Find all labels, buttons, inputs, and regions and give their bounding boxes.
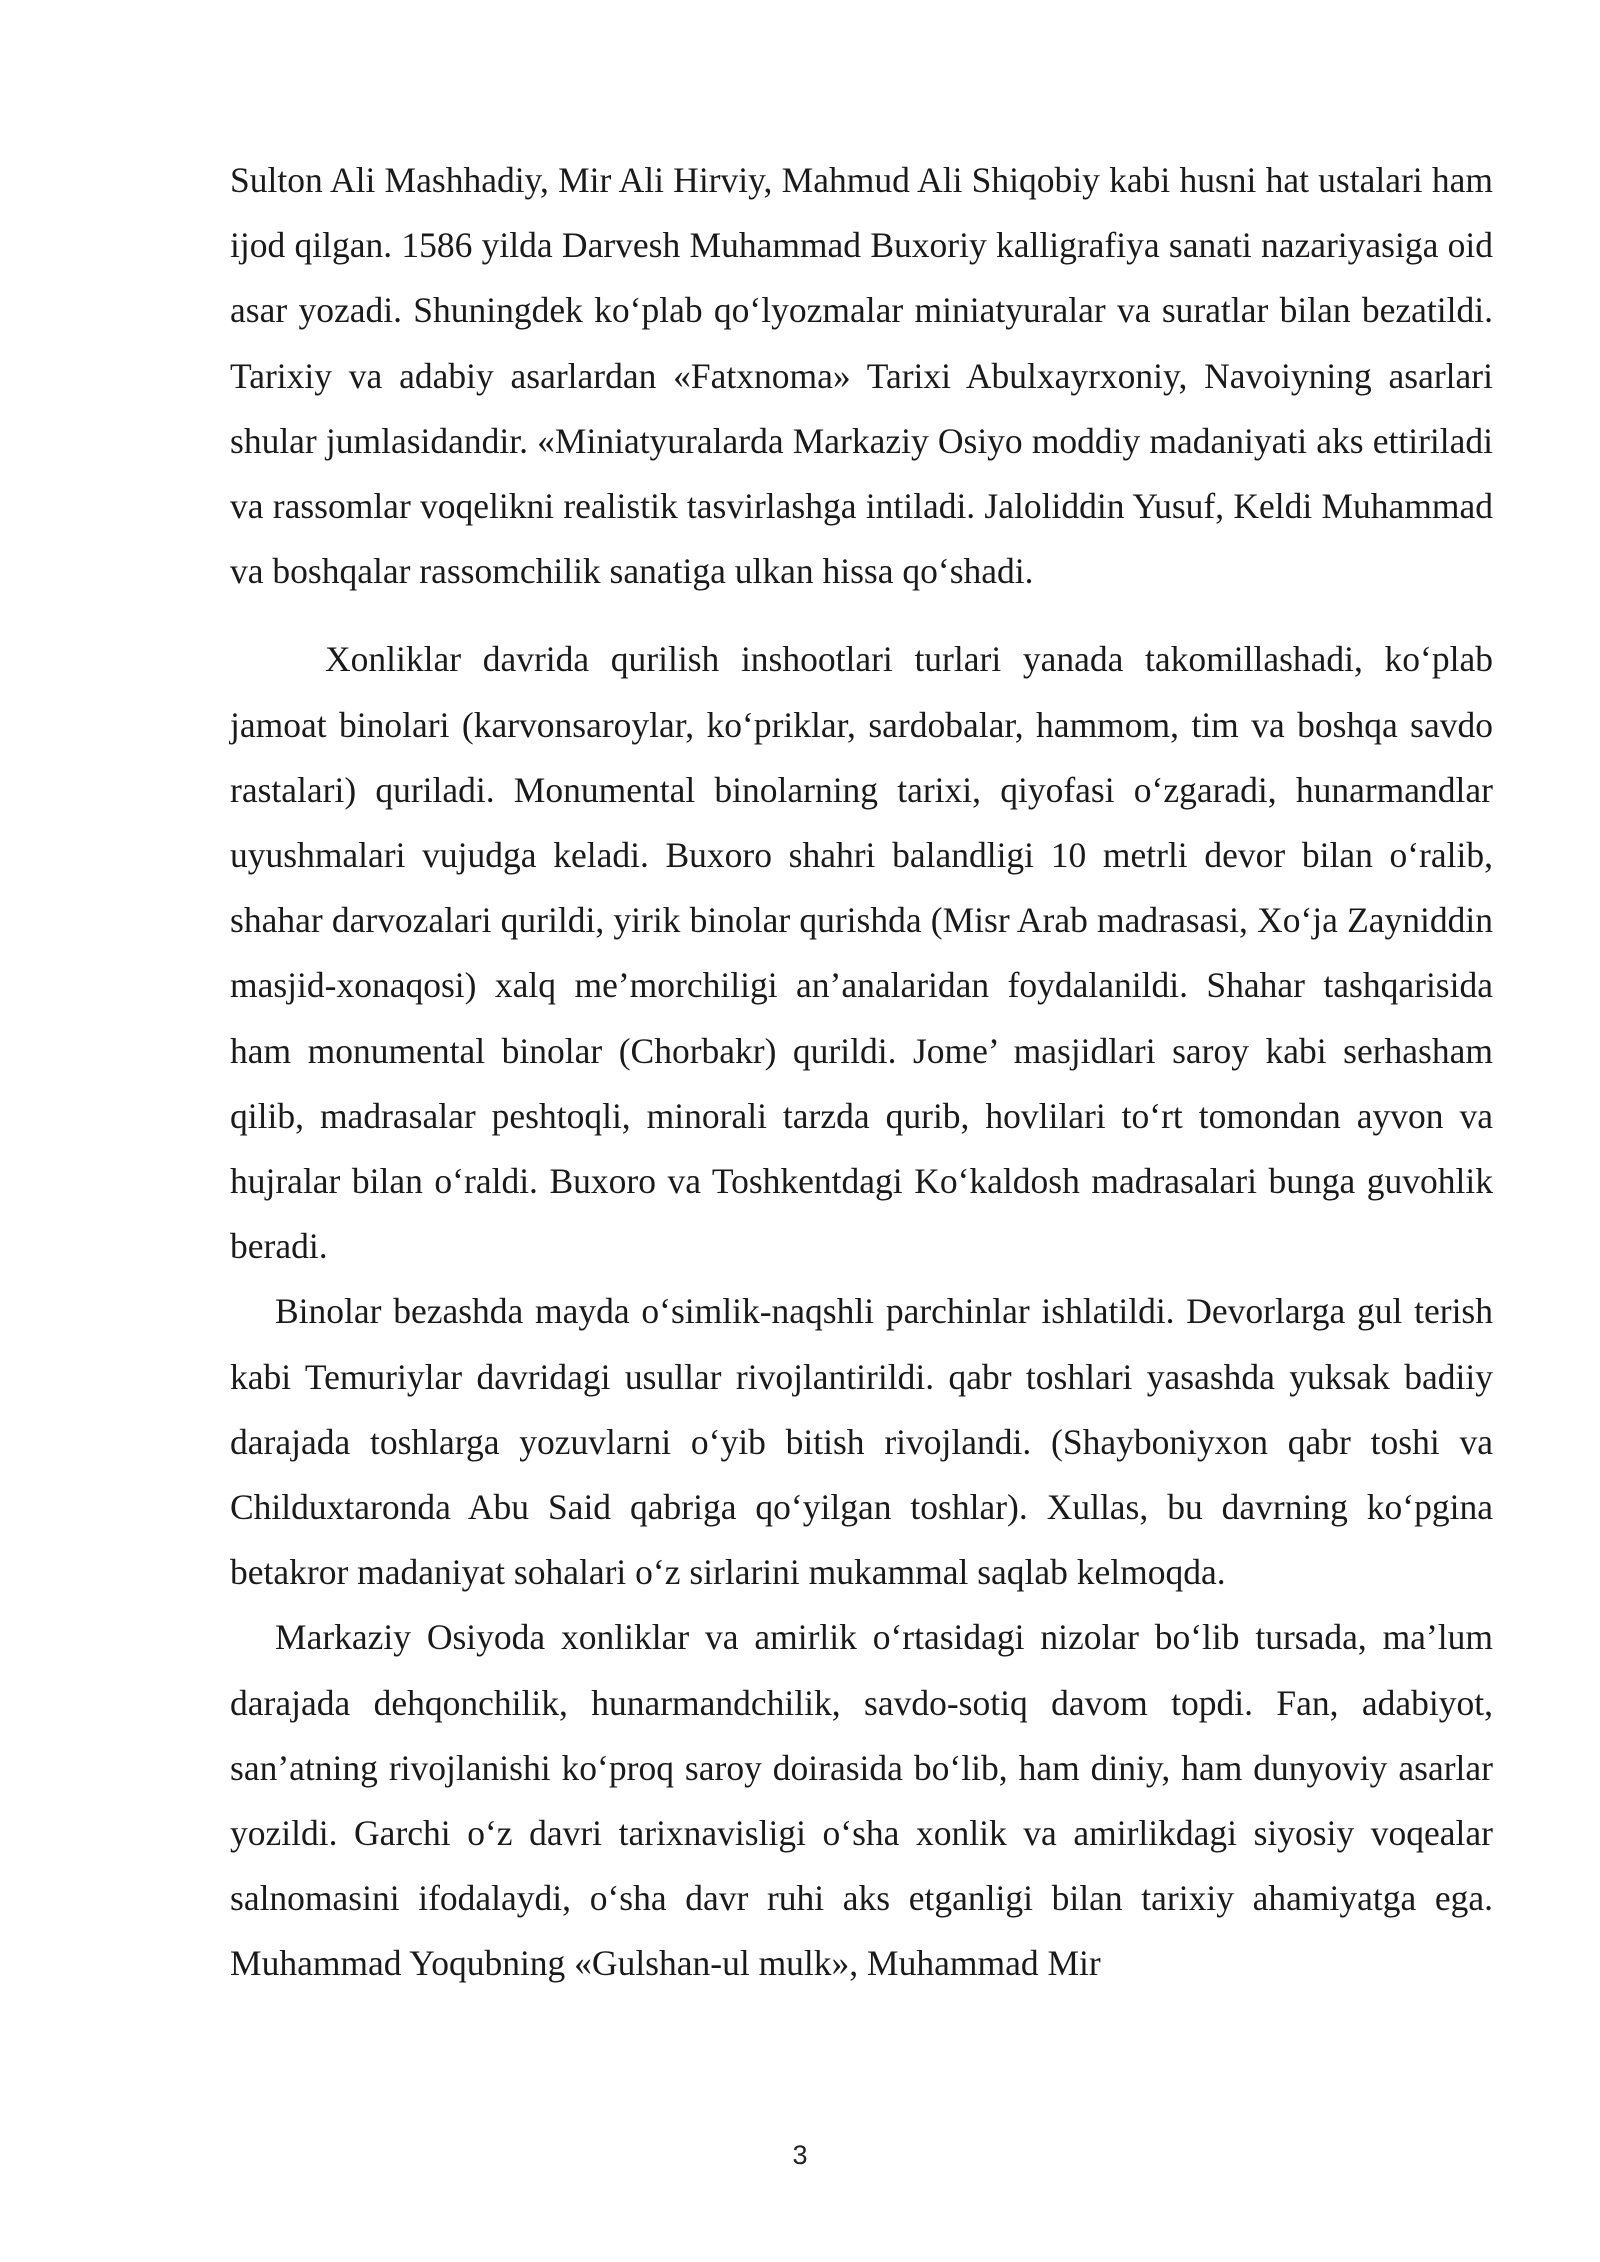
paragraph-historiography: Markaziy Osiyoda xonliklar va amirlik oʻrtasidagi nizolar boʻlib tursada, ma’lum darajada dehqonchilik, hunarmandchilik, savdo-sotiq davom topdi. Fan, adabiyot, san’atning rivojlanishi koʻproq saroy doirasida boʻlib, ham diniy, ham dunyoviy asarlar yozildi. Garchi oʻz davri tarixnavisligi oʻsha xonlik va amirlikdagi siyosiy voqealar salnomasini ifodalaydi, oʻsha davr ruhi aks etganligi bilan tarixiy ahamiyatga ega. Muhammad Yoqubning «Gulshan-ul mulk», Muhammad Mir <box>230 1617 1493 1984</box>
page-number: 3 <box>792 2140 808 2170</box>
paragraph-calligraphy-miniatures: Sulton Ali Mashhadiy, Mir Ali Hirviy, Mahmud Ali Shiqobiy kabi husni hat ustalari ham ijod qilgan. 1586 yilda Darvesh Muhammad Buxoriy kalligrafiya sanati nazariyasiga oid asar yozadi. Shuningdek koʻplab qoʻlyozmalar miniatyuralar va suratlar bilan bezatildi. Tarixiy va adabiy asarlardan «Fatxnoma» Tarixi Abulxayrxoniy, Navoiyning asarlari shular jumlasidandir. «Miniatyuralarda Markaziy Osiyo moddiy madaniyati aks ettiriladi va rassomlar voqelikni realistik tasvirlashga intiladi. Jaloliddin Yusuf, Keldi Muhammad va boshqalar rassomchilik sanatiga ulkan hissa qoʻshadi. <box>230 160 1493 592</box>
body-text <box>230 148 1493 1997</box>
paragraph-decoration-techniques: Binolar bezashda mayda oʻsimlik-naqshli parchinlar ishlatildi. Devorlarga gul terish kabi Temuriylar davridagi usullar rivojlantirildi. qabr toshlari yasashda yuksak badiiy darajada toshlarga yozuvlarni oʻyib bitish rivojlandi. (Shayboniyxon qabr toshi va Childuxtaronda Abu Said qabriga qoʻyilgan toshlar). Xullas, bu davrning koʻpgina betakror madaniyat sohalari oʻz sirlarini mukammal saqlab kelmoqda. <box>230 1291 1493 1593</box>
paragraph-khanate-architecture: Xonliklar davrida qurilish inshootlari turlari yanada takomillashadi, koʻplab jamoat binolari (karvonsaroylar, koʻpriklar, sardobalar, hammom, tim va boshqa savdo rastalari) quriladi. Monumental binolarning tarixi, qiyofasi oʻzgaradi, hunarmandlar uyushmalari vujudga keladi. Buxoro shahri balandligi 10 metrli devor bilan oʻralib, shahar darvozalari qurildi, yirik binolar qurishda (Misr Arab madrasasi, Xoʻja Zayniddin masjid-xonaqosi) xalq me’morchiligi an’analaridan foydalanildi. Shahar tashqarisida ham monumental binolar (Chorbakr) qurildi. Jome’ masjidlari saroy kabi serhasham qilib, madrasalar peshtoqli, minorali tarzda qurib, hovlilari toʻrt tomondan ayvon va hujralar bilan oʻraldi. Buxoro va Toshkentdagi Koʻkaldosh madrasalari bunga guvohlik beradi. <box>230 639 1493 1267</box>
